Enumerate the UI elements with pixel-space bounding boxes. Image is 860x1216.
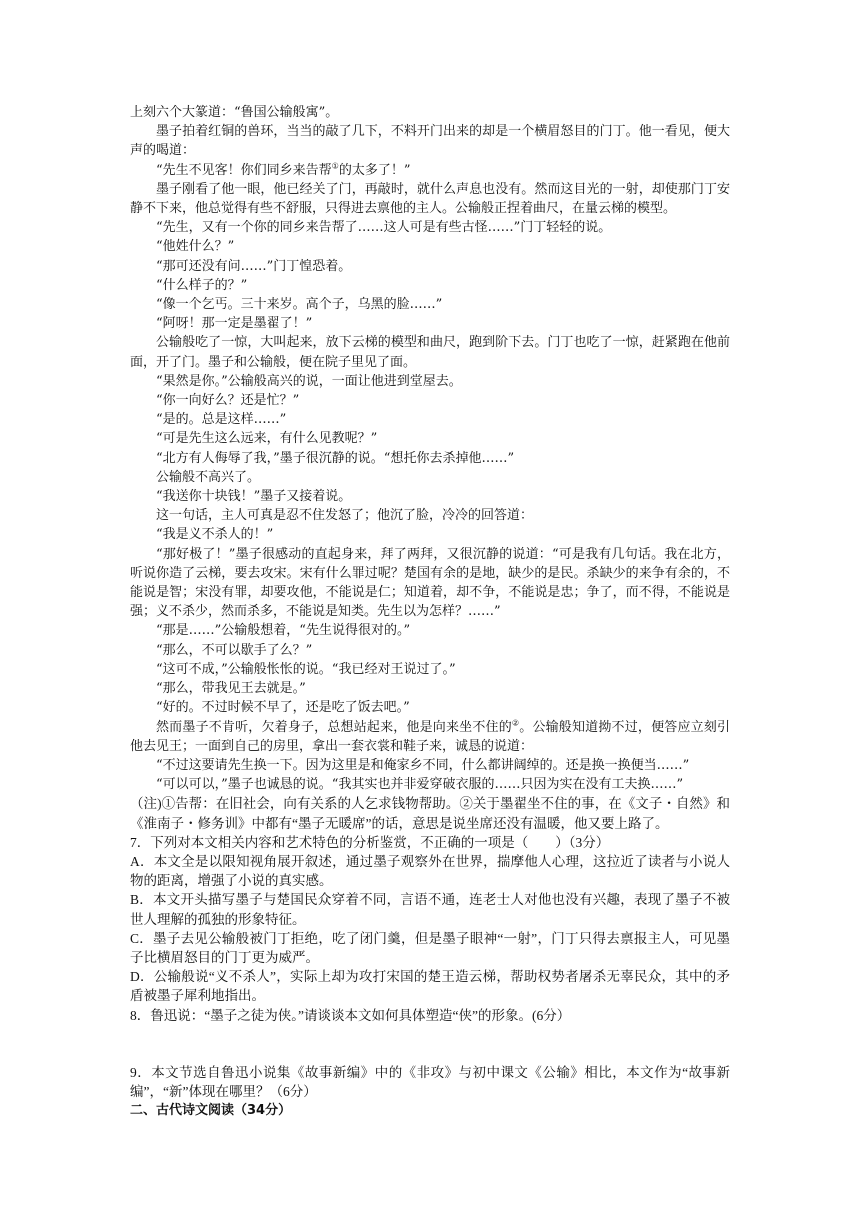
paragraph: “可以可以，”墨子也诚恳的说。“我其实也并非爱穿破衣服的……只因为实在没有工夫换……” [156, 777, 684, 793]
text-span: 。公输般知道拗不过，便答应立刻引他去见王；一面到自己的房里，拿出一套衣裳和鞋子来，诚恳的说道： [130, 719, 730, 754]
paragraph: 公输般不高兴了。 [156, 469, 261, 485]
paragraph: “那是……”公输般想着，“先生说得很对的。” [156, 623, 411, 639]
paragraph: “我是义不杀人的！” [156, 527, 274, 543]
paragraph: “他姓什么？” [156, 239, 235, 255]
footnote-mark: ① [331, 161, 339, 171]
paragraph: “北方有人侮辱了我，”墨子很沉静的说。“想托你去杀掉他……” [156, 450, 515, 466]
paragraph: “那么，带我见王去就是。” [156, 681, 306, 697]
question-7-option-a: A．本文全是以限知视角展开叙述，通过墨子观察外在世界，揣摩他人心理，这拉近了读者与小说人物的距离，增强了小说的真实感。 [130, 853, 730, 889]
paragraph: “我送你十块钱！”墨子又接着说。 [156, 489, 352, 505]
footnote: （注)①告帮：在旧社会，向有关系的人乞求钱物帮助。②关于墨翟坐不住的事，在《文子・自然》和《淮南子・修务训》中都有“墨子无暖席”的话，意思是说坐席还没有温暖，他又要上路了。 [130, 796, 730, 831]
paragraph: “像一个乞丐。三十来岁。高个子，乌黑的脸……” [156, 297, 443, 313]
paragraph: 公输般吃了一惊，大叫起来，放下云梯的模型和曲尺，跑到阶下去。门丁也吃了一惊，赶紧跑在他前面，开了门。墨子和公输般，便在院子里见了面。 [130, 335, 730, 370]
text-span: “先生不见客！你们同乡来告帮 [156, 162, 332, 178]
text-span: 然而墨子不肯听，欠着身子，总想站起来，他是向来坐不住的 [156, 719, 512, 735]
paragraph: “先生，又有一个你的同乡来告帮了……这人可是有些古怪……”门丁轻轻的说。 [156, 220, 612, 236]
question-7-stem: 7．下列对本文相关内容和艺术特色的分析鉴赏，不正确的一项是（ ）（3分） [130, 834, 610, 850]
paragraph: 墨子拍着红铜的兽环，当当的敲了几下，不料开门出来的却是一个横眉怒目的门丁。他一看见，便大声的喝道： [130, 124, 730, 159]
question-7-option-c: C．墨子去见公输般被门丁拒绝，吃了闭门羹，但是墨子眼神“一射”，门丁只得去禀报主人，可见墨子比横眉怒目的门丁更为威严。 [130, 930, 730, 965]
question-7-option-d: D．公输般说“义不杀人”，实际上却为攻打宋国的楚王造云梯，帮助权势者屠杀无辜民众，其中的矛盾被墨子犀利地指出。 [130, 969, 730, 1004]
paragraph: 墨子刚看了他一眼，他已经关了门，再敲时，就什么声息也没有。然而这目光的一射，却使那门丁安静不下来，他总觉得有些不舒服，只得进去禀他的主人。公输般正捏着曲尺，在量云梯的模型。 [130, 181, 730, 217]
paragraph: “阿呀！那一定是墨翟了！” [156, 316, 313, 332]
question-7-option-b: B．本文开头描写墨子与楚国民众穿着不同，言语不通，连老士人对他也没有兴趣，表现了墨子不被世人理解的孤独的形象特征。 [130, 892, 730, 927]
paragraph: “好的。不过时候不早了，还是吃了饭去吧。” [156, 700, 410, 716]
footnote-mark: ② [511, 718, 520, 728]
answer-space [130, 1025, 730, 1063]
text-span: 的太多了！” [338, 162, 411, 178]
paragraph [130, 718, 730, 756]
document-body [130, 103, 730, 1120]
paragraph: “果然是你。”公输般高兴的说，一面让他进到堂屋去。 [156, 373, 462, 389]
paragraph: “那可还没有问……”门丁惶恐着。 [156, 258, 352, 274]
paragraph: “可是先生这么远来，有什么见教呢？” [156, 431, 378, 447]
paragraph: “那么，不可以歇手了么？” [156, 642, 313, 658]
paragraph: “是的。总是这样……” [156, 412, 287, 428]
section-heading: 二、古代诗文阅读（34分） [130, 1103, 292, 1119]
question-9: 9．本文节选自鲁迅小说集《故事新编》中的《非攻》与初中课文《公输》相比，本文作为“故事新编”，“新”体现在哪里？（6分） [130, 1064, 730, 1099]
paragraph: 这一句话，主人可真是忍不住发怒了；他沉了脸，冷冷的回答道： [156, 508, 534, 524]
question-8: 8．鲁迅说：“墨子之徒为侠。”请谈谈本文如何具体塑造“侠”的形象。(6分） [130, 1007, 571, 1023]
paragraph [130, 161, 730, 180]
paragraph: “不过这要请先生换一下。因为这里是和俺家乡不同，什么都讲阔绰的。还是换一换便当……” [156, 757, 690, 773]
paragraph: “那好极了！”墨子很感动的直起身来，拜了两拜，又很沉静的说道：“可是我有几句话。我在北方，听说你造了云梯，要去攻宋。宋有什么罪过呢？楚国有余的是地，缺少的是民。杀缺少的来争有余的，不能说是智；宋没有罪，却要攻他，不能说是仁；知道着，却不争，不能说是忠；争了，而不得，不能说是强；义不杀少，然而杀多，不能说是知类。先生以为怎样？……” [130, 546, 730, 620]
paragraph: “什么样子的？” [156, 277, 248, 293]
paragraph: “这可不成，”公输般怅怅的说。“我已经对王说过了。” [156, 661, 456, 677]
paragraph: 上刻六个大篆道：“鲁国公输般寓”。 [130, 105, 339, 120]
paragraph: “你一向好么？还是忙？” [156, 393, 300, 409]
